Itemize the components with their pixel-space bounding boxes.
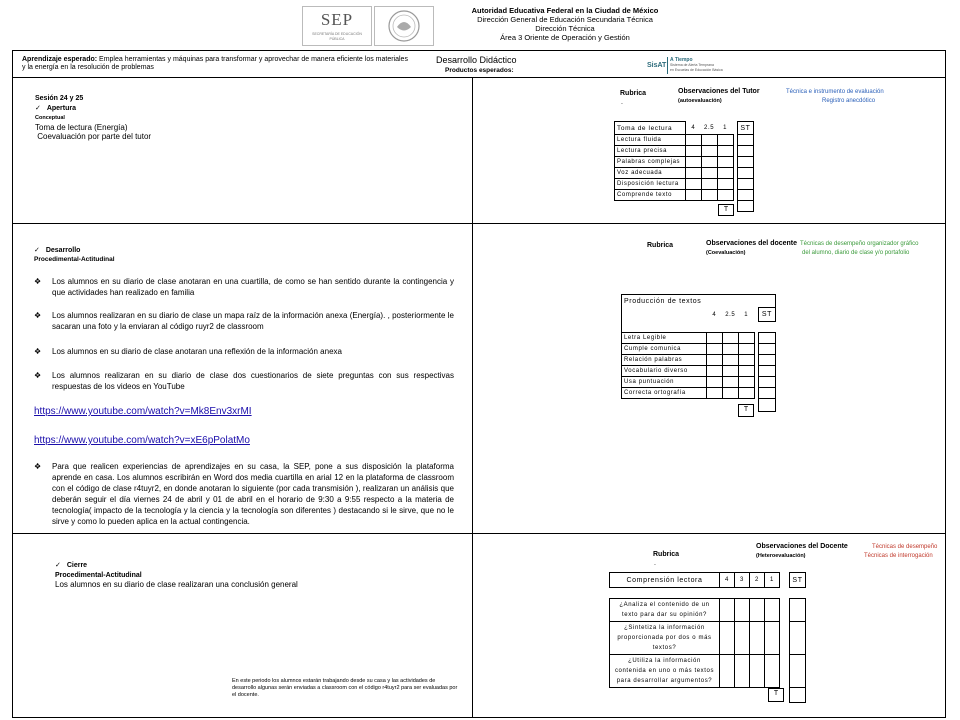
score-header: 2.5 [704,124,715,131]
rubric-title: Toma de lectura [615,122,686,135]
table-row: Vocabulario diverso [622,366,776,377]
st-header: ST [737,122,753,135]
table-row: Voz adecuada [615,168,754,179]
tecnica-label: Técnicas de desempeño [872,544,938,550]
score-header: 2 [750,573,765,588]
apertura-line-1: Toma de lectura (Energía) [35,123,128,132]
table-row: Disposición lectura [615,179,754,190]
dot: . [621,99,623,106]
check-icon: ✓ [34,247,40,254]
rubric-table-produccion [621,294,776,412]
total-box: T [768,688,784,702]
header-line-3: Dirección Técnica [535,24,595,33]
total-box: T [738,404,754,417]
obs-title: Observaciones del Tutor [678,88,760,95]
header-line-1: Autoridad Educativa Federal en la Ciudad de México [471,6,659,15]
tecnica-label: Técnicas de desempeño organizador gráfico [800,241,919,247]
apertura-type: Conceptual [35,115,65,121]
desarrollo-heading: ✓ Desarrollo [34,247,81,254]
sep-logo-subtext: SECRETARÍA DE EDUCACIÓN PÚBLICA [312,32,362,41]
table-row: Lectura precisa [615,146,754,157]
list-item: ❖ Los alumnos realizaran en su diario de clase un mapa raíz de la información anexa (Energía). , posteriormente le sacaran una foto y la enviaran al código ruyr2 de classroom [34,311,454,331]
session-label: Sesión 24 y 25 [35,95,84,102]
table-row: Letra Legible [622,333,776,344]
tecnica-label-2: del alumno, diario de clase y/o portafolio [802,250,910,256]
score-header: 1 [765,573,780,588]
table-row: Relación palabras [622,355,776,366]
obs-title: Observaciones del docente [706,240,798,247]
tecnica-label: Técnica e instrumento de evaluación [786,89,884,95]
st-header: ST [758,308,775,322]
score-header: 1 [723,124,728,131]
table-row: Correcta ortografía [622,388,776,399]
sep-logo [302,6,372,46]
diamond-bullet-icon: ❖ [34,462,42,471]
obs-sub: (Heteroevaluación) [756,553,806,559]
sep-logo-text: SEP [320,10,354,29]
youtube-link-2[interactable]: https://www.youtube.com/watch?v=xE6pPolatMo [34,435,250,446]
mexico-seal-icon [374,6,434,46]
header-line-4: Área 3 Oriente de Operación y Gestión [500,33,630,42]
obs-title: Observaciones del Docente [756,543,848,550]
rubric-title: Producción de textos [622,295,776,308]
score-header: 3 [735,573,750,588]
check-icon: ✓ [55,562,61,569]
list-item: ❖ Para que realicen experiencias de aprendizajes en su casa, la SEP, pone a sus disposición la plataforma aprende en casa. Los alumnos escribirán en Word dos media cuartilla en arial 12 en la plataforma de classroom con el código de clase r4tuyr2, en donde anotaran lo siguiente (por cada transmisión ), realizaran un análisis que deberán seguir el día viernes 24 de abril y 01 de abril en el horario de 9:30 a 9:55 respecto a la materia de tecnología( impacto de la tecnología y la ciencia y la tecnología son diferentes ) destacando si le sirve, que no le sirve y como lo pueden aplica en la actual contingencia. [34,462,454,526]
list-item: ❖ Los alumnos en su diario de clase anotaran una reflexión de la información anexa [34,347,342,356]
cierre-type: Procedimental-Actitudinal [55,572,142,579]
list-item: ❖ Los alumnos realizaran en su diario de clase dos cuestionarios de siete preguntas con sus respectivas respuestas de los videos en YouTube [34,371,454,391]
obs-sub: (autoevaluación) [678,98,722,104]
total-box: T [718,204,734,216]
divider [12,77,946,78]
list-item: ❖ Los alumnos en su diario de clase anotaran en una cuartilla, de como se han sentido durante la contingencia y que actividades han realizado en familia [34,277,454,297]
table-row: Cumple comunica [622,344,776,355]
header-line-2: Dirección General de Educación Secundaria Técnica [477,15,653,24]
table-row: ¿Analiza el contenido de un texto para dar su opinión? [610,599,806,622]
cierre-line-1: Los alumnos en su diario de clase realizaran una conclusión general [55,580,298,589]
score-header: 2.5 [725,311,736,318]
obs-sub: (Coevaluación) [706,250,746,256]
dot: . [654,560,656,567]
diamond-bullet-icon: ❖ [34,371,42,380]
diamond-bullet-icon: ❖ [34,347,42,356]
cierre-heading: ✓ Cierre [55,562,88,569]
diamond-bullet-icon: ❖ [34,277,42,286]
productos-esperados: Productos esperados: [445,67,514,74]
rubric-title: Comprensión lectora [610,573,720,588]
rubrica-label: Rubrica [620,90,647,97]
rubric-table-lectura [614,121,754,212]
score-header: 4 [712,311,717,318]
table-row: Lectura fluida [615,135,754,146]
rubric-table-comprension [609,572,806,703]
column-divider [472,77,473,718]
cierre-note: En este periodo los alumnos estarán trabajando desde su casa y las actividades de desarrollo algunas serán enviadas a classroom con el código r4tuyr2 para ser evaluadas por el docente. [232,678,458,698]
aprendizaje-esperado: Aprendizaje esperado: Emplea herramientas y máquinas para transformar y aprovechar de manera eficiente los materiales y la energía en la resolución de problemas [22,56,408,71]
youtube-link-1[interactable]: https://www.youtube.com/watch?v=Mk8Env3xrMI [34,406,252,417]
rubrica-label: Rubrica [653,551,680,558]
diamond-bullet-icon: ❖ [34,311,42,320]
score-header: 4 [691,124,696,131]
tecnica-label-2: Técnicas de interrogación [864,553,933,559]
table-row: Comprende texto [615,190,754,201]
table-row: Usa puntuación [622,377,776,388]
sisat-logo: SisAT A Tiempo Sistema de Alerta Temprana en Escuelas de Educación Básica [647,57,723,72]
score-header: 4 [720,573,735,588]
table-row: Palabras complejas [615,157,754,168]
check-icon: ✓ [35,105,41,112]
registro-label: Registro anecdótico [822,98,876,104]
table-row: ¿Utiliza la información contenida en uno o más textos para desarrollar argumentos? [610,655,806,688]
desarrollo-type: Procedimental-Actitudinal [34,256,115,263]
rubrica-label: Rubrica [647,242,674,249]
score-header: 1 [744,311,749,318]
apertura-heading: ✓ Apertura [35,105,77,112]
document-title: Desarrollo Didáctico [436,55,517,65]
divider [12,533,946,534]
divider [12,223,946,224]
table-row: ¿Sintetiza la información proporcionada por dos o más textos? [610,622,806,655]
apertura-line-2: Coevaluación por parte del tutor [35,132,152,141]
st-header: ST [790,573,806,588]
